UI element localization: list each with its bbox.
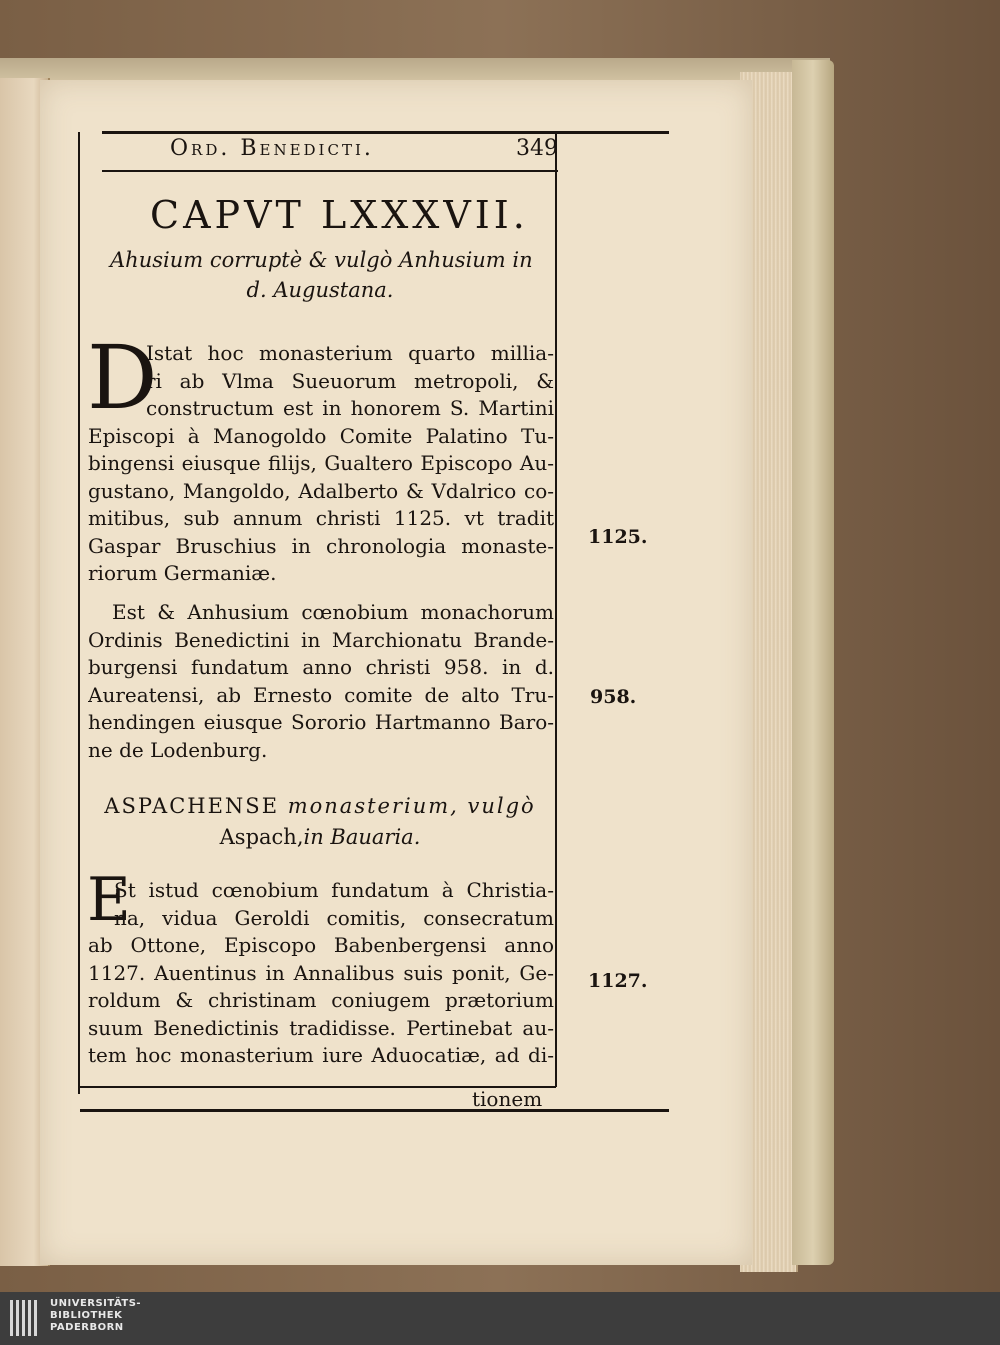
- text-line: 1127. Auentinus in Annalibus suis ponit, Ge-: [88, 960, 554, 985]
- text-line: Est & Anhusium cœnobium monachorum: [112, 600, 554, 624]
- text-line: ne de Lodenburg.: [88, 737, 268, 762]
- text-line: Ordinis Benedictini in Marchionatu Brande-: [88, 627, 554, 652]
- section-heading-roman: Aspach,: [219, 825, 304, 849]
- margin-year-note: 1125.: [588, 526, 648, 548]
- text-line: roldum & christinam coniugem prætorium: [88, 988, 554, 1012]
- text-line: suum Benedictinis tradidisse. Pertinebat au-: [88, 1015, 554, 1040]
- margin-year-note: 958.: [590, 686, 637, 708]
- library-logo-text: [50, 1298, 141, 1334]
- paragraph-1: [88, 340, 554, 588]
- running-head: Ord. Benedicti.: [170, 136, 374, 161]
- chapter-subtitle-line-1: Ahusium corruptè & vulgò Anhusium in: [110, 248, 533, 272]
- text-line: na, vidua Geroldi comitis, consecratum: [114, 905, 554, 930]
- text-line: ri ab Vlma Sueuorum metropoli, &: [146, 368, 554, 393]
- paragraph-3: [88, 877, 554, 1070]
- footer-bar: [0, 1292, 1000, 1345]
- text-line: ab Ottone, Episcopo Babenbergensi anno: [88, 933, 554, 957]
- book-cover-edge: [0, 58, 830, 82]
- drop-capital-e: E: [87, 865, 131, 935]
- top-rule: [102, 131, 669, 134]
- text-line: mitibus, sub annum christi 1125. vt tradit: [88, 506, 554, 530]
- header-rule: [102, 170, 558, 172]
- text-line: burgensi fundatum anno christi 958. in d.: [88, 655, 554, 679]
- frame-right-rule: [555, 132, 557, 1087]
- section-heading-line-1: [100, 794, 540, 818]
- logo-line: UNIVERSITÄTS-: [50, 1298, 142, 1309]
- chapter-title: CAPVT LXXXVII.: [150, 193, 529, 237]
- text-line: Gaspar Bruschius in chronologia monaste-: [88, 533, 554, 558]
- logo-line: BIBLIOTHEK: [50, 1310, 123, 1321]
- section-heading-line-2: [100, 825, 540, 849]
- text-line: Istat hoc monasterium quarto millia-: [146, 341, 554, 365]
- section-heading-caps: ASPACHENSE: [104, 794, 280, 818]
- text-line: St istud cœnobium fundatum à Christia-: [114, 878, 554, 902]
- text-line: tem hoc monasterium iure Aduocatiæ, ad di-: [88, 1043, 554, 1067]
- chapter-subtitle-line-2: d. Augustana.: [246, 278, 394, 302]
- text-line: Aureatensi, ab Ernesto comite de alto Tru-: [88, 682, 554, 707]
- paragraph-2: [88, 599, 554, 764]
- text-line: constructum est in honorem S. Martini: [146, 396, 554, 420]
- text-line: Episcopi à Manogoldo Comite Palatino Tu-: [88, 423, 554, 448]
- drop-capital-d: D: [87, 326, 158, 429]
- section-heading-italic-2: in Bauaria.: [303, 825, 421, 849]
- bottom-rule: [80, 1109, 669, 1112]
- text-line: hendingen eiusque Sororio Hartmanno Baro-: [88, 710, 554, 734]
- catchword: tionem: [472, 1087, 543, 1111]
- section-heading-italic: monasterium, vulgò: [287, 794, 536, 818]
- text-line: riorum Germaniæ.: [88, 561, 277, 585]
- margin-year-note: 1127.: [588, 970, 648, 992]
- vellum-binding: [792, 60, 834, 1265]
- page-number: 349: [516, 136, 558, 161]
- logo-line: PADERBORN: [50, 1322, 124, 1333]
- library-logo-icon: [10, 1300, 40, 1336]
- text-line: gustano, Mangoldo, Adalberto & Vdalrico co-: [88, 478, 554, 503]
- text-line: bingensi eiusque filijs, Gualtero Episcopo Au-: [88, 451, 554, 475]
- frame-left-rule: [78, 132, 80, 1094]
